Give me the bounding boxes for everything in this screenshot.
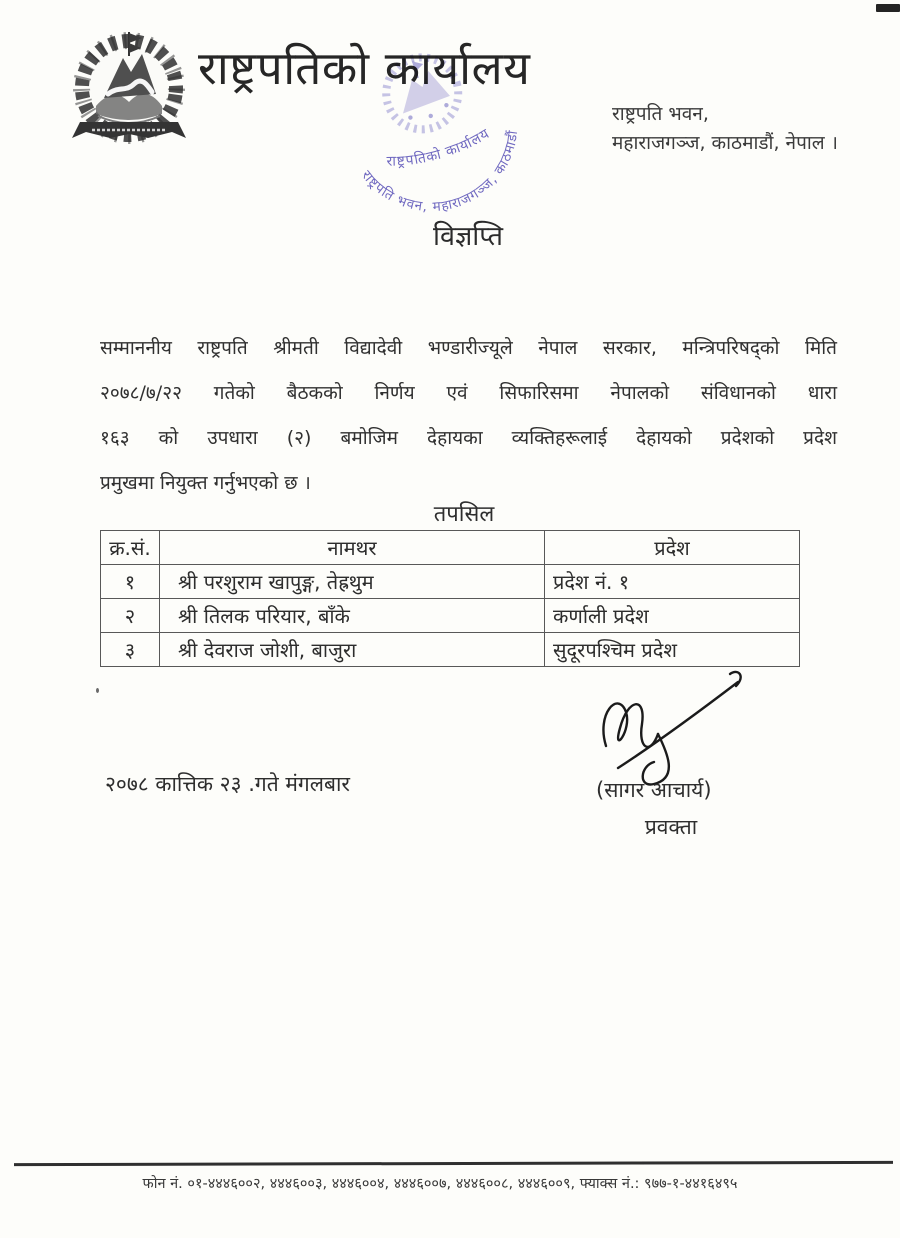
header-cell-name: नामथर — [160, 531, 545, 565]
body-line: सम्माननीय राष्ट्रपति श्रीमती विद्यादेवी भण्डारीज्यूले नेपाल सरकार, मन्त्रिपरिषद्को मिति — [100, 337, 837, 359]
cell-province: सुदूरपश्चिम प्रदेश — [545, 633, 800, 667]
cell-name: श्री तिलक परियार, बाँके — [160, 599, 545, 633]
table-header-row — [101, 531, 800, 565]
stamp-outer-text: राष्ट्रपति भवन, महाराजगञ्ज, काठमाडौं — [358, 128, 522, 216]
header-cell-serial: क्र.सं. — [101, 531, 160, 565]
address-line-1: राष्ट्रपति भवन, — [612, 103, 709, 125]
header-address — [612, 100, 838, 158]
cell-serial: ३ — [101, 633, 160, 667]
scan-artifact-dot — [96, 688, 99, 693]
schedule-heading: तपसिल — [433, 502, 495, 527]
table-row — [101, 599, 800, 633]
table-row — [101, 565, 800, 599]
cell-name: श्री देवराज जोशी, बाजुरा — [160, 633, 545, 667]
nepal-coat-of-arms-logo — [68, 26, 190, 154]
header-cell-province: प्रदेश — [545, 531, 800, 565]
table-row — [101, 633, 800, 667]
office-name-title: राष्ट्रपतिको कार्यालय — [198, 41, 531, 95]
address-line-2: महाराजगञ्ज, काठमाडौं, नेपाल । — [612, 132, 838, 154]
body-line: २०७८/७/२२ गतेको बैठकको निर्णय एवं सिफारिसमा नेपालको संविधानको धारा — [100, 382, 837, 404]
cell-serial: १ — [101, 565, 160, 599]
body-line: १६३ को उपधारा (२) बमोजिम देहायका व्यक्तिहरूलाई देहायको प्रदेशको प्रदेश — [100, 427, 837, 449]
body-paragraph — [100, 328, 837, 508]
signatory-name: (सागर आचार्य) — [596, 778, 712, 802]
body-line: प्रमुखमा नियुक्त गर्नुभएको छ । — [100, 472, 311, 494]
signatory-title: प्रवक्ता — [644, 815, 698, 839]
cell-province: कर्णाली प्रदेश — [545, 599, 800, 633]
scan-artifact-bar — [876, 4, 900, 12]
cell-province: प्रदेश नं. १ — [545, 565, 800, 599]
stamp-inner-text: राष्ट्रपतिको कार्यालय — [386, 125, 493, 170]
notice-title: विज्ञप्ति — [432, 221, 503, 252]
cell-serial: २ — [101, 599, 160, 633]
cell-name: श्री परशुराम खापुङ्ग, तेह्रथुम — [160, 565, 545, 599]
date-line: २०७८ कात्तिक २३ .गते मंगलबार — [105, 772, 350, 796]
footer-contact-line: फोन नं. ०१-४४४६००२, ४४४६००३, ४४४६००४, ४४४६००७, ४४४६००८, ४४४६००९, फ्याक्स नं.: ९७७-१-४४१६४९५ — [142, 1176, 738, 1192]
appointments-table — [100, 530, 800, 667]
footer-divider — [14, 1161, 893, 1166]
